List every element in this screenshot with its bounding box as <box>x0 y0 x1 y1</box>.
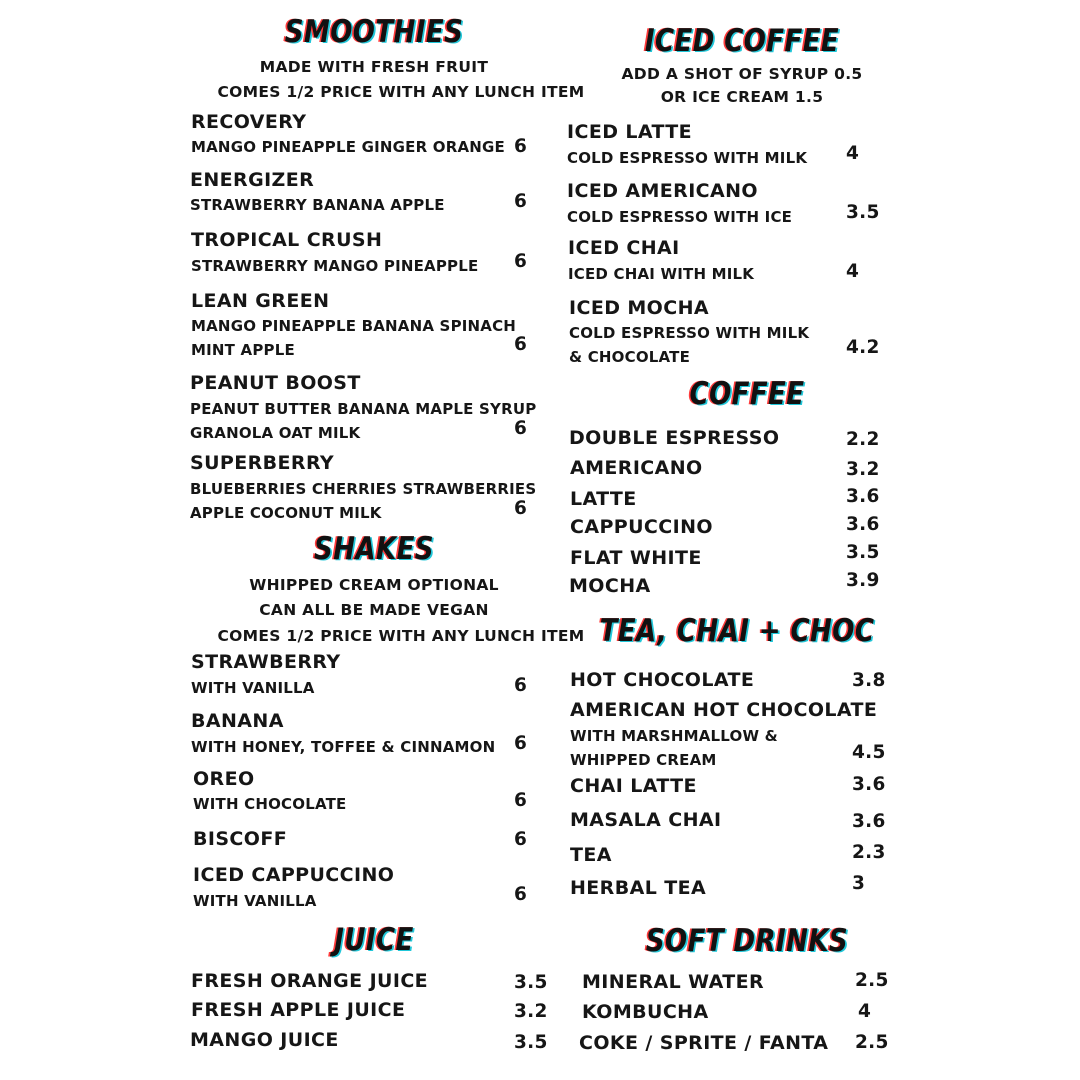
item-description: COLD ESPRESSO WITH ICE <box>567 208 793 226</box>
item-name: TEA <box>570 844 612 866</box>
item-name: ICED CHAI <box>568 237 680 259</box>
item-price: 3.2 <box>514 1001 548 1022</box>
item-description: WITH HONEY, TOFFEE & CINNAMON <box>191 738 496 756</box>
item-description: MANGO PINEAPPLE GINGER ORANGE <box>191 138 505 156</box>
item-name: PEANUT BOOST <box>190 372 361 394</box>
item-price: 6 <box>514 675 528 696</box>
tea-heading: TEA, CHAI + CHOC <box>599 613 875 649</box>
item-price: 4 <box>846 143 860 164</box>
item-name: AMERICANO <box>570 457 703 479</box>
item-name: ICED CAPPUCCINO <box>193 864 395 886</box>
item-description: PEANUT BUTTER BANANA MAPLE SYRUP GRANOLA OAT MILK <box>190 400 537 442</box>
item-description: COLD ESPRESSO WITH MILK <box>567 149 808 167</box>
item-description: WITH VANILLA <box>193 892 317 910</box>
coffee-heading: COFFEE <box>689 376 805 412</box>
item-name: FRESH ORANGE JUICE <box>191 970 429 992</box>
item-price: 4 <box>846 261 860 282</box>
shakes-note: COMES 1/2 PRICE WITH ANY LUNCH ITEM <box>217 627 585 645</box>
item-price: 6 <box>514 136 528 157</box>
item-price: 3 <box>852 873 866 894</box>
item-price: 3.2 <box>846 459 880 480</box>
item-name: LEAN GREEN <box>191 290 330 312</box>
item-name: HERBAL TEA <box>570 877 707 899</box>
item-name: MINERAL WATER <box>582 971 765 993</box>
item-name: MOCHA <box>569 575 651 597</box>
item-price: 3.6 <box>846 486 880 507</box>
iced-coffee-heading: ICED COFFEE <box>644 23 840 59</box>
item-name: KOMBUCHA <box>582 1001 709 1023</box>
item-price: 3.6 <box>846 514 880 535</box>
soft-drinks-heading: SOFT DRINKS <box>645 923 849 959</box>
iced-coffee-note: ADD A SHOT OF SYRUP 0.5 <box>621 65 863 83</box>
item-name: BANANA <box>191 710 284 732</box>
shakes-heading: SHAKES <box>314 531 434 567</box>
juice-heading: JUICE <box>334 922 414 958</box>
item-description: WITH CHOCOLATE <box>193 795 347 813</box>
item-name: RECOVERY <box>191 111 307 133</box>
item-name: STRAWBERRY <box>191 651 341 673</box>
item-price: 3.6 <box>852 811 886 832</box>
item-price: 2.2 <box>846 429 880 450</box>
item-price: 3.5 <box>514 972 548 993</box>
item-name: FRESH APPLE JUICE <box>191 999 406 1021</box>
item-price: 6 <box>514 418 528 439</box>
item-name: FLAT WHITE <box>570 547 702 569</box>
iced-coffee-note: OR ICE CREAM 1.5 <box>660 88 824 106</box>
item-price: 6 <box>514 334 528 355</box>
item-name: ICED AMERICANO <box>567 180 758 202</box>
item-price: 3.6 <box>852 774 886 795</box>
item-name: COKE / SPRITE / FANTA <box>579 1032 829 1054</box>
item-price: 6 <box>514 191 528 212</box>
item-name: MASALA CHAI <box>570 809 722 831</box>
smoothies-note: MADE WITH FRESH FRUIT <box>259 58 489 76</box>
item-description: BLUEBERRIES CHERRIES STRAWBERRIES APPLE COCONUT MILK <box>190 480 537 522</box>
item-name: HOT CHOCOLATE <box>570 669 755 691</box>
item-description: MANGO PINEAPPLE BANANA SPINACH MINT APPLE <box>191 317 517 359</box>
item-price: 6 <box>514 829 528 850</box>
item-description: WITH MARSHMALLOW & WHIPPED CREAM <box>570 727 778 769</box>
item-price: 4 <box>858 1001 872 1022</box>
item-name: CAPPUCCINO <box>570 516 713 538</box>
item-name: MANGO JUICE <box>190 1029 339 1051</box>
item-price: 6 <box>514 251 528 272</box>
smoothies-note: COMES 1/2 PRICE WITH ANY LUNCH ITEM <box>217 83 585 101</box>
item-description: COLD ESPRESSO WITH MILK & CHOCOLATE <box>569 324 810 366</box>
item-name: DOUBLE ESPRESSO <box>569 427 780 449</box>
item-price: 6 <box>514 790 528 811</box>
item-name: TROPICAL CRUSH <box>191 229 383 251</box>
item-description: ICED CHAI WITH MILK <box>568 265 755 283</box>
item-name: LATTE <box>570 488 637 510</box>
smoothies-heading: SMOOTHIES <box>284 14 464 50</box>
shakes-note: WHIPPED CREAM OPTIONAL <box>249 576 499 594</box>
item-price: 3.5 <box>846 202 880 223</box>
item-price: 2.3 <box>852 842 886 863</box>
item-price: 6 <box>514 498 528 519</box>
item-price: 3.5 <box>514 1032 548 1053</box>
item-name: ICED MOCHA <box>569 297 709 319</box>
item-name: BISCOFF <box>193 828 288 850</box>
item-name: OREO <box>193 768 255 790</box>
item-price: 2.5 <box>855 970 889 991</box>
item-description: STRAWBERRY BANANA APPLE <box>190 196 445 214</box>
item-price: 2.5 <box>855 1032 889 1053</box>
item-name: ICED LATTE <box>567 121 693 143</box>
shakes-note: CAN ALL BE MADE VEGAN <box>259 601 489 619</box>
item-price: 3.8 <box>852 670 886 691</box>
item-price: 4.2 <box>846 337 880 358</box>
item-name: ENERGIZER <box>190 169 315 191</box>
item-name: CHAI LATTE <box>570 775 697 797</box>
item-name: SUPERBERRY <box>190 452 335 474</box>
item-description: STRAWBERRY MANGO PINEAPPLE <box>191 257 479 275</box>
item-description: WITH VANILLA <box>191 679 315 697</box>
item-price: 6 <box>514 884 528 905</box>
item-price: 3.5 <box>846 542 880 563</box>
item-price: 6 <box>514 733 528 754</box>
item-name: AMERICAN HOT CHOCOLATE <box>570 699 878 721</box>
item-price: 3.9 <box>846 570 880 591</box>
item-price: 4.5 <box>852 742 886 763</box>
